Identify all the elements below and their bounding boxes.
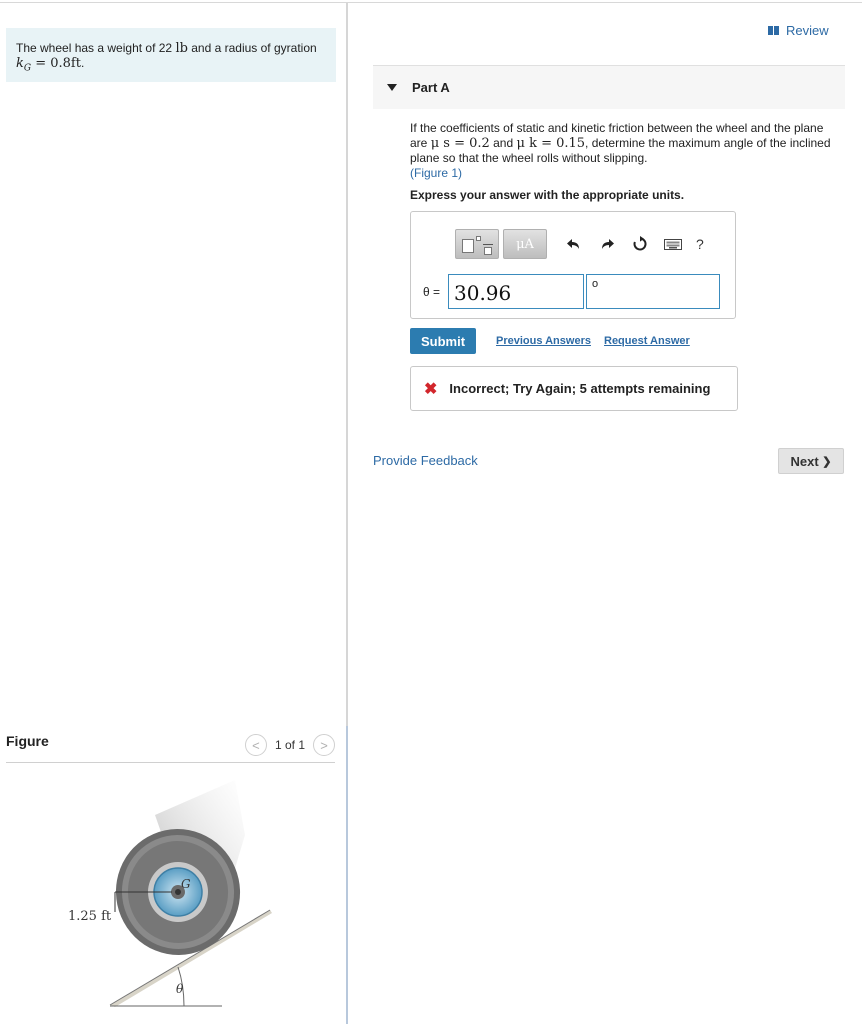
review-link[interactable] bbox=[768, 23, 829, 38]
keyboard-icon[interactable] bbox=[663, 234, 683, 254]
figure-header bbox=[6, 733, 335, 763]
request-answer-link[interactable]: Request Answer bbox=[604, 335, 690, 347]
mu-s-expression: μ s = 0.2 bbox=[430, 135, 490, 151]
feedback-message: Incorrect; Try Again; 5 attempts remaining bbox=[449, 381, 711, 396]
units-button[interactable]: μA bbox=[503, 229, 547, 259]
figure-page-count: 1 of 1 bbox=[274, 738, 305, 752]
degree-unit: o bbox=[592, 278, 599, 290]
intro-text-3: . bbox=[80, 56, 85, 70]
incorrect-icon: ✖ bbox=[424, 380, 438, 398]
submit-button[interactable]: Submit bbox=[410, 328, 476, 354]
help-button[interactable]: ? bbox=[696, 236, 704, 252]
radius-label: 1.25 ft bbox=[68, 909, 112, 924]
question-text bbox=[410, 121, 844, 180]
next-label: Next bbox=[790, 453, 819, 469]
angle-label: θ bbox=[176, 982, 184, 996]
top-border bbox=[0, 2, 862, 3]
center-label: G bbox=[181, 877, 191, 891]
part-header[interactable] bbox=[373, 66, 845, 109]
next-figure-button[interactable]: > bbox=[313, 734, 335, 756]
redo-icon[interactable] bbox=[597, 234, 617, 254]
answer-unit-input[interactable] bbox=[586, 274, 720, 309]
chevron-right-icon: ❯ bbox=[822, 455, 832, 468]
gyration-symbol: $k_G = 0.8ft$ bbox=[16, 56, 81, 74]
collapse-triangle-icon[interactable] bbox=[387, 84, 397, 91]
part-title: Part A bbox=[412, 80, 450, 95]
mu-k-expression: μ k = 0.15 bbox=[516, 135, 586, 151]
question-text-1: If the coefficients of static and kinetic friction between the wheel and the plane are bbox=[410, 121, 824, 150]
previous-answers-link[interactable]: Previous Answers bbox=[496, 335, 591, 347]
figure-pager bbox=[245, 734, 335, 756]
column-resize-handle[interactable] bbox=[346, 726, 348, 1024]
answer-box bbox=[410, 211, 736, 319]
review-label: Review bbox=[786, 23, 829, 38]
math-toolbar bbox=[455, 229, 704, 259]
intro-text-1: The wheel has a weight of 22 bbox=[16, 41, 176, 55]
templates-button[interactable] bbox=[455, 229, 499, 259]
intro-text-2: and a radius of gyration bbox=[187, 41, 317, 55]
question-text-2: , determine the maximum angle of the inclined plane so that the wheel rolls without slipping. bbox=[410, 135, 831, 165]
answer-feedback bbox=[410, 366, 738, 411]
reset-icon[interactable] bbox=[630, 234, 650, 254]
question-and: and bbox=[489, 135, 517, 150]
figure-link-paren-open: ( bbox=[410, 165, 414, 180]
figure-link-paren-close: ) bbox=[458, 165, 463, 180]
prev-figure-button[interactable]: < bbox=[245, 734, 267, 756]
provide-feedback-link[interactable]: Provide Feedback bbox=[373, 453, 478, 468]
weight-unit: lb bbox=[175, 41, 188, 56]
undo-icon[interactable] bbox=[564, 234, 584, 254]
book-icon bbox=[768, 26, 780, 35]
answer-instructions: Express your answer with the appropriate units. bbox=[410, 188, 685, 202]
figure-link[interactable]: Figure 1 bbox=[414, 165, 459, 180]
wheel-incline-figure[interactable] bbox=[60, 775, 280, 1015]
problem-statement bbox=[6, 28, 336, 82]
figure-title: Figure bbox=[6, 733, 49, 749]
theta-label: θ = bbox=[423, 285, 441, 299]
answer-value-input[interactable]: 30.96 bbox=[448, 274, 584, 309]
next-button[interactable] bbox=[778, 448, 844, 474]
